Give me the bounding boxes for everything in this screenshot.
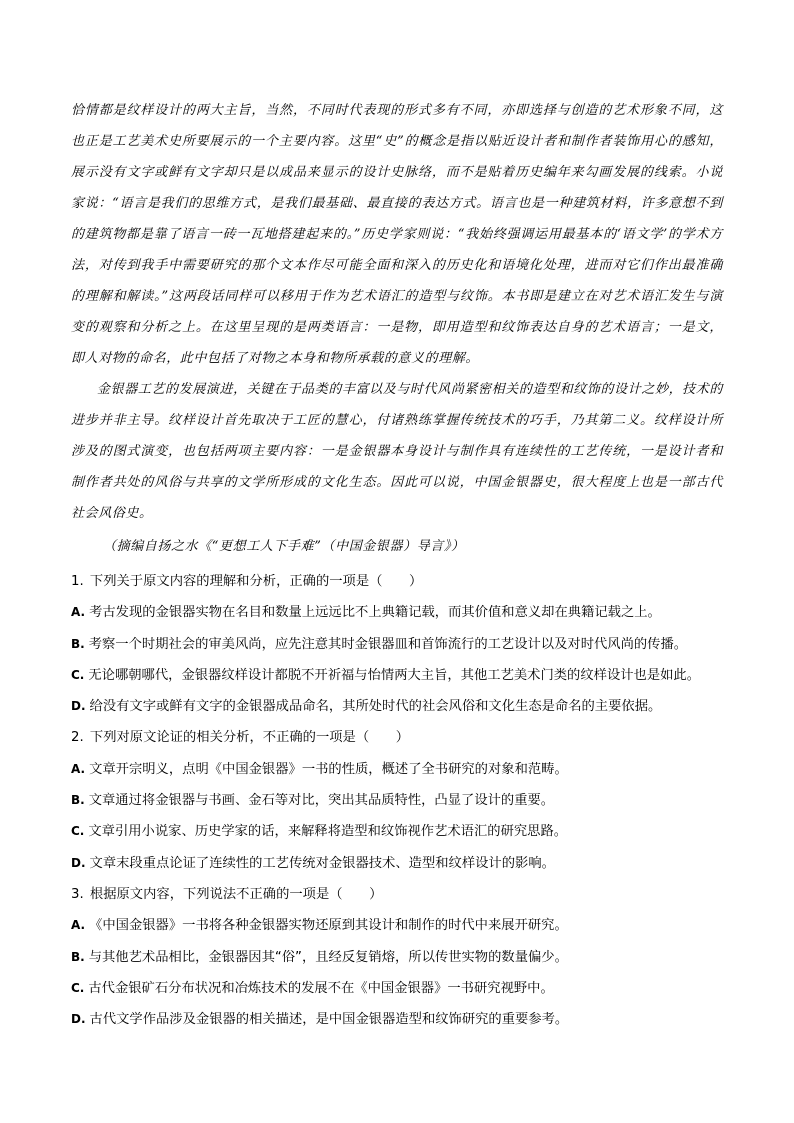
question-3-option-c (71, 973, 731, 1004)
question-1-option-d (71, 691, 731, 722)
question-text: 根据原文内容，下列说法不正确的一项是（ ） (89, 886, 383, 902)
option-letter: C. (71, 667, 85, 682)
reading-passage (71, 95, 723, 529)
question-3-option-d (71, 1004, 731, 1035)
question-number: 1. (71, 574, 84, 589)
option-text: 与其他艺术品相比，金银器因其“俗”，且经反复销熔，所以传世实物的数量偏少。 (88, 949, 568, 965)
question-number: 2. (71, 730, 84, 746)
option-text: 给没有文字或鲜有文字的金银器成品命名，其所处时代的社会风俗和文化生态是命名的主要依据。 (89, 699, 662, 715)
question-list (71, 566, 731, 1035)
option-text: 《中国金银器》一书将各种金银器实物还原到其设计和制作的时代中来展开研究。 (89, 918, 568, 934)
passage-paragraph-2: 金银器工艺的发展演进，关键在于品类的丰富以及与时代风尚紧密相关的造型和纹饰的设计之妙，技术的进步并非主导。纹样设计首先取决于工匠的慧心，付诸熟练掌握传统技术的巧手，乃其第二义。纹样设计所涉及的图式演变，也包括两项主要内容：一是金银器本身设计与制作具有连续性的工艺传统，一是设计者和制作者共处的风俗与共享的文学所形成的文化生态。因此可以说，中国金银器史，很大程度上也是一部古代社会风俗史。 (71, 382, 723, 521)
option-letter: B. (71, 636, 85, 651)
option-letter: B. (71, 949, 85, 964)
option-text: 文章引用小说家、历史学家的话，来解释将造型和纹饰视作艺术语汇的研究思路。 (88, 824, 568, 840)
question-text: 下列关于原文内容的理解和分析，正确的一项是（ ） (89, 574, 423, 589)
option-letter: C. (71, 824, 85, 839)
question-2-option-b (71, 785, 731, 816)
question-2-stem (71, 722, 731, 753)
option-text: 文章末段重点论证了连续性的工艺传统对金银器技术、造型和纹样设计的影响。 (89, 855, 555, 871)
question-2-option-c (71, 816, 731, 847)
question-3-stem (71, 879, 731, 910)
question-1-stem (71, 566, 731, 597)
question-number: 3. (71, 886, 84, 902)
passage-source: （摘编自扬之水《“更想工人下手难”（中国金银器）导言》） (103, 539, 465, 554)
option-text: 古代文学作品涉及金银器的相关描述，是中国金银器造型和纹饰研究的重要参考。 (89, 1012, 569, 1028)
option-letter: D. (71, 1012, 86, 1027)
option-text: 考古发现的金银器实物在名目和数量上远远比不上典籍记载，而其价值和意义却在典籍记载之上。 (89, 605, 661, 621)
option-letter: A. (71, 918, 86, 933)
option-letter: A. (71, 761, 86, 776)
question-2-option-d (71, 848, 731, 879)
question-1-option-b (71, 629, 731, 660)
question-text: 下列对原文论证的相关分析，不正确的一项是（ ） (89, 730, 410, 746)
option-text: 古代金银矿石分布状况和冶炼技术的发展不在《中国金银器》一书研究视野中。 (88, 980, 554, 996)
question-3-option-b (71, 942, 731, 973)
option-letter: C. (71, 980, 85, 995)
option-letter: D. (71, 699, 86, 714)
option-text: 文章开宗明义，点明《中国金银器》一书的性质，概述了全书研究的对象和范畴。 (89, 761, 568, 777)
option-text: 无论哪朝哪代，金银器纹样设计都脱不开祈福与怡情两大主旨，其他工艺美术门类的纹样设计也是如此。 (88, 667, 701, 683)
option-letter: B. (71, 793, 85, 808)
option-letter: D. (71, 855, 86, 870)
question-1-option-c (71, 660, 731, 691)
question-2-option-a (71, 754, 731, 785)
passage-paragraph-1: 恰情都是纹样设计的两大主旨，当然，不同时代表现的形式多有不同，亦即选择与创造的艺术形象不同，这也正是工艺美术史所要展示的一个主要内容。这里“史”的概念是指以贴近设计者和制作者装饰用心的感知，展示没有文字或鲜有文字却只是以成品来显示的设计史脉络，而不是贴着历史编年来勾画发展的线索。小说家说：“语言是我们的思维方式，是我们最基础、最直接的表达方式。语言也是一种建筑材料，许多意想不到的建筑物都是靠了语言一砖一瓦地搭建起来的。”历史学家则说：“我始终强调运用最基本的‘语文学’的学术方法，对传到我手中需要研究的那个文本作尽可能全面和深入的历史化和语境化处理，进而对它们作出最准确的理解和解读。”这两段话同样可以移用于作为艺术语汇的造型与纹饰。本书即是建立在对艺术语汇发生与演变的观察和分析之上。在这里呈现的是两类语言：一是物，即用造型和纹饰表达自身的艺术语言；一是文，即人对物的命名，此中包括了对物之本身和物所承载的意义的理解。 (71, 103, 723, 366)
option-letter: A. (71, 605, 86, 620)
question-3-option-a (71, 910, 731, 941)
question-1-option-a (71, 597, 731, 628)
option-text: 文章通过将金银器与书画、金石等对比，突出其品质特性，凸显了设计的重要。 (88, 793, 555, 809)
option-text: 考察一个时期社会的审美风尚，应先注意其时金银器皿和首饰流行的工艺设计以及对时代风尚的传播。 (88, 636, 688, 652)
